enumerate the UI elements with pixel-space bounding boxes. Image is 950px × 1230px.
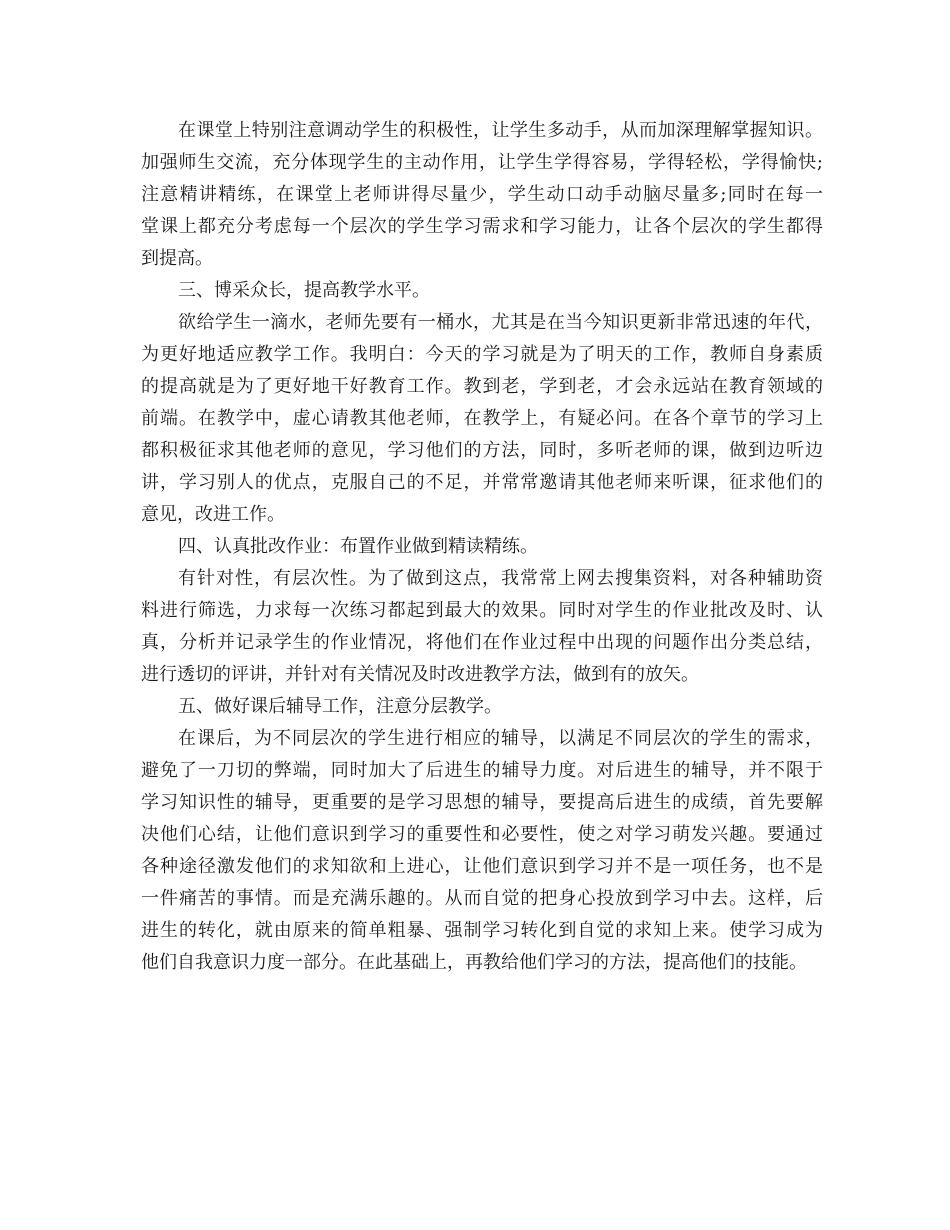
text-line: 三、博采众长，提高教学水平。 — [178, 280, 430, 301]
document-body — [141, 115, 823, 979]
paragraph — [141, 691, 823, 723]
text-line: 真，分析并记录学生的作业情况，将他们在作业过程中出现的问题作出分类总结， — [141, 632, 823, 653]
text-line: 进行透切的评讲，并针对有关情况及时改进教学方法，做到有的放矢。 — [141, 664, 699, 685]
text-line: 讲，学习别人的优点，克服自己的不足，并常常邀请其他老师来听课，征求他们的 — [141, 472, 823, 493]
text-line: 到提高。 — [141, 248, 213, 269]
text-line: 他们自我意识力度一部分。在此基础上，再教给他们学习的方法，提高他们的技能。 — [141, 952, 807, 973]
paragraph — [141, 307, 823, 531]
paragraph — [141, 563, 823, 691]
paragraph — [141, 115, 823, 275]
text-line: 避免了一刀切的弊端，同时加大了后进生的辅导力度。对后进生的辅导，并不限于 — [141, 760, 823, 781]
paragraph — [141, 723, 823, 979]
text-line: 在课后，为不同层次的学生进行相应的辅导，以满足不同层次的学生的需求， — [178, 728, 823, 749]
paragraph — [141, 531, 823, 563]
text-line: 前端。在教学中，虚心请教其他老师，在教学上，有疑必问。在各个章节的学习上 — [141, 408, 823, 429]
text-line: 为更好地适应教学工作。我明白：今天的学习就是为了明天的工作，教师自身素质 — [141, 344, 823, 365]
text-line: 堂课上都充分考虑每一个层次的学生学习需求和学习能力，让各个层次的学生都得 — [141, 216, 823, 237]
text-line: 有针对性，有层次性。为了做到这点，我常常上网去搜集资料，对各种辅助资 — [178, 568, 823, 589]
text-line: 加强师生交流，充分体现学生的主动作用，让学生学得容易，学得轻松，学得愉快; — [141, 152, 823, 173]
paragraph — [141, 275, 823, 307]
text-line: 的提高就是为了更好地干好教育工作。教到老，学到老，才会永远站在教育领域的 — [141, 376, 823, 397]
text-line: 各种途径激发他们的求知欲和上进心，让他们意识到学习并不是一项任务，也不是 — [141, 856, 823, 877]
text-line: 在课堂上特别注意调动学生的积极性，让学生多动手，从而加深理解掌握知识。 — [178, 120, 823, 141]
text-line: 一件痛苦的事情。而是充满乐趣的。从而自觉的把身心投放到学习中去。这样，后 — [141, 888, 823, 909]
text-line: 进生的转化，就由原来的简单粗暴、强制学习转化到自觉的求知上来。使学习成为 — [141, 920, 823, 941]
text-line: 决他们心结，让他们意识到学习的重要性和必要性，使之对学习萌发兴趣。要通过 — [141, 824, 823, 845]
text-line: 欲给学生一滴水，老师先要有一桶水，尤其是在当今知识更新非常迅速的年代， — [178, 312, 823, 333]
text-line: 四、认真批改作业：布置作业做到精读精练。 — [178, 536, 538, 557]
text-line: 意见，改进工作。 — [141, 504, 285, 525]
text-line: 注意精讲精练，在课堂上老师讲得尽量少，学生动口动手动脑尽量多;同时在每一 — [141, 184, 823, 205]
text-line: 学习知识性的辅导，更重要的是学习思想的辅导，要提高后进生的成绩，首先要解 — [141, 792, 823, 813]
text-line: 都积极征求其他老师的意见，学习他们的方法，同时，多听老师的课，做到边听边 — [141, 440, 823, 461]
text-line: 料进行筛选，力求每一次练习都起到最大的效果。同时对学生的作业批改及时、认 — [141, 600, 823, 621]
text-line: 五、做好课后辅导工作，注意分层教学。 — [178, 696, 502, 717]
